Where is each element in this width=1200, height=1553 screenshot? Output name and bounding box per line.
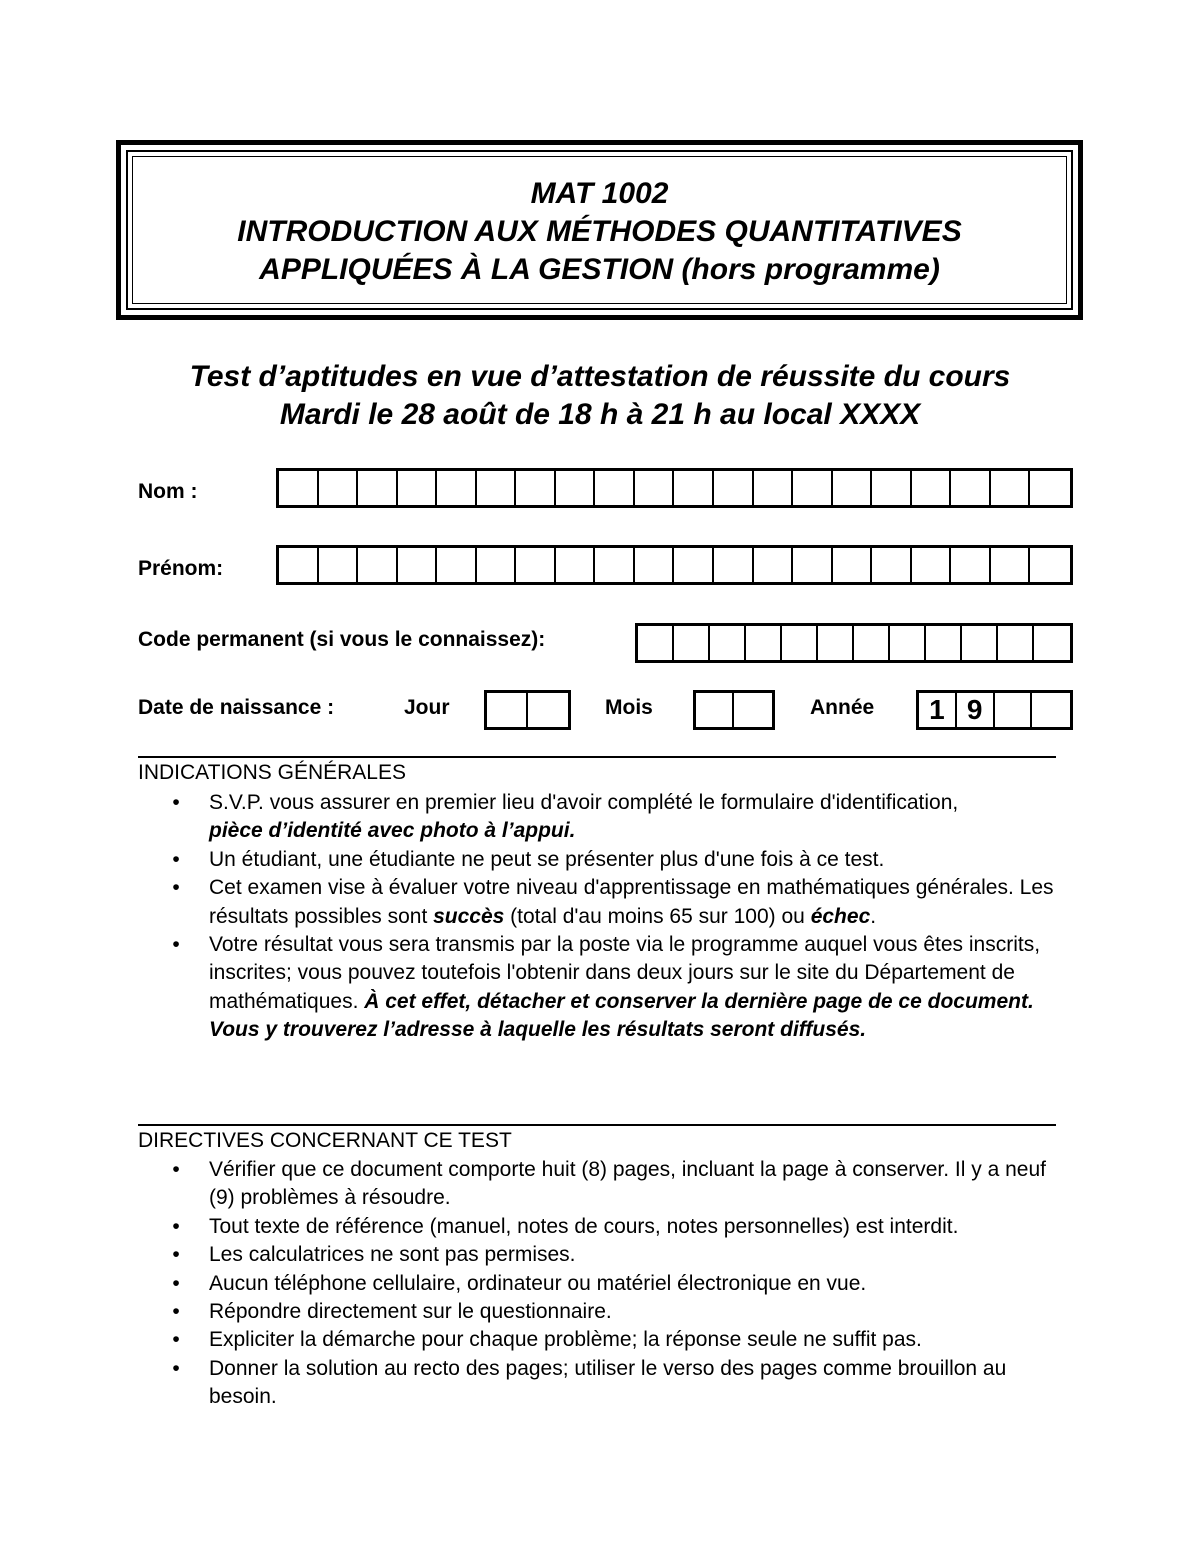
jour-label: Jour	[404, 696, 450, 719]
prenom-cell[interactable]	[319, 548, 359, 582]
bullet-icon: •	[172, 1356, 180, 1380]
prenom-cell[interactable]	[793, 548, 833, 582]
code-permanent-cell[interactable]	[1034, 626, 1070, 660]
nom-cell[interactable]	[319, 471, 359, 505]
bullet-icon: •	[172, 933, 180, 957]
title-box-content	[132, 156, 1067, 304]
code-permanent-cell[interactable]	[710, 626, 746, 660]
directive-6-text: Expliciter la démarche pour chaque problème; la réponse seule ne suffit pas.	[209, 1328, 922, 1352]
bullet-icon: •	[172, 1158, 180, 1181]
indications-heading: INDICATIONS GÉNÉRALES	[138, 761, 406, 784]
nom-label: Nom :	[138, 480, 198, 503]
jour-cell[interactable]	[528, 693, 569, 727]
list-item	[170, 1156, 1049, 1213]
code-permanent-cell[interactable]	[854, 626, 890, 660]
directives-heading: DIRECTIVES CONCERNANT CE TEST	[138, 1129, 512, 1152]
bullet-icon: •	[172, 1214, 180, 1238]
nom-cell[interactable]	[595, 471, 635, 505]
indication-3-succes: succès	[433, 904, 505, 928]
nom-cell[interactable]	[951, 471, 991, 505]
prenom-input-boxes[interactable]	[276, 545, 1073, 585]
code-permanent-cell[interactable]	[782, 626, 818, 660]
bullet-icon: •	[172, 847, 180, 871]
code-permanent-cell[interactable]	[998, 626, 1034, 660]
code-permanent-cell[interactable]	[638, 626, 674, 660]
prenom-cell[interactable]	[516, 548, 556, 582]
directive-5-text: Répondre directement sur le questionnaire.	[209, 1300, 612, 1324]
course-code: MAT 1002	[530, 177, 669, 210]
nom-cell[interactable]	[674, 471, 714, 505]
list-item	[170, 846, 1070, 874]
list-item	[170, 789, 1070, 846]
nom-cell[interactable]	[358, 471, 398, 505]
mois-cell[interactable]	[696, 693, 734, 727]
indication-3-text-c: .	[870, 904, 877, 928]
course-title-line-1: INTRODUCTION AUX MÉTHODES QUANTITATIVES	[237, 215, 962, 248]
annee-label: Année	[810, 696, 875, 719]
bullet-icon: •	[172, 1271, 180, 1295]
bullet-icon: •	[172, 876, 180, 900]
prenom-cell[interactable]	[635, 548, 675, 582]
nom-cell[interactable]	[754, 471, 794, 505]
list-item	[170, 1326, 1050, 1354]
prenom-cell[interactable]	[754, 548, 794, 582]
code-permanent-input-boxes[interactable]	[635, 623, 1073, 663]
directive-2-text: Tout texte de référence (manuel, notes de cours, notes personnelles) est interdit.	[209, 1214, 959, 1238]
prenom-cell[interactable]	[1030, 548, 1070, 582]
nom-cell[interactable]	[793, 471, 833, 505]
nom-cell[interactable]	[912, 471, 952, 505]
mois-input-boxes[interactable]	[693, 690, 775, 730]
indication-1-text: S.V.P. vous assurer en premier lieu d'avoir complété le formulaire d'identification,	[209, 791, 959, 814]
nom-cell[interactable]	[477, 471, 517, 505]
title-box-inner-border	[126, 150, 1073, 310]
prenom-cell[interactable]	[595, 548, 635, 582]
nom-input-boxes[interactable]	[276, 468, 1073, 508]
prenom-cell[interactable]	[556, 548, 596, 582]
annee-digit-3[interactable]	[995, 693, 1033, 727]
directive-7-text: Donner la solution au recto des pages; utiliser le verso des pages comme brouillon au besoin.	[209, 1356, 1007, 1409]
list-item	[170, 1298, 1050, 1326]
list-item	[170, 874, 1069, 931]
nom-cell[interactable]	[714, 471, 754, 505]
indication-2-text: Un étudiant, une étudiante ne peut se présenter plus d'une fois à ce test.	[209, 847, 885, 871]
list-item	[170, 1270, 1050, 1298]
nom-cell[interactable]	[872, 471, 912, 505]
indication-4-text: Votre résultat vous sera transmis par la poste via le programme auquel vous êtes inscrits, inscrites; vous pouvez toutefois l'obtenir dans deux jours sur le site du Département de mathématiques.	[209, 933, 1041, 1013]
prenom-cell[interactable]	[398, 548, 438, 582]
bullet-icon: •	[172, 1300, 180, 1324]
prenom-cell[interactable]	[437, 548, 477, 582]
nom-cell[interactable]	[279, 471, 319, 505]
bullet-icon: •	[172, 1328, 180, 1352]
course-title-box	[116, 140, 1083, 320]
jour-input-boxes[interactable]	[484, 690, 571, 730]
indication-3-echec: échec	[810, 904, 871, 928]
list-item	[170, 1241, 1050, 1269]
mois-cell[interactable]	[734, 693, 772, 727]
directive-3-text: Les calculatrices ne sont pas permises.	[209, 1243, 576, 1267]
jour-cell[interactable]	[487, 693, 528, 727]
test-title: Test d’aptitudes en vue d’attestation de réussite du cours	[189, 360, 1011, 393]
indications-list	[170, 789, 1070, 1045]
nom-cell[interactable]	[833, 471, 873, 505]
nom-cell[interactable]	[635, 471, 675, 505]
nom-cell[interactable]	[1030, 471, 1070, 505]
code-permanent-cell[interactable]	[674, 626, 710, 660]
prenom-label: Prénom:	[138, 557, 224, 580]
prenom-cell[interactable]	[714, 548, 754, 582]
nom-cell[interactable]	[437, 471, 477, 505]
annee-digit-4[interactable]	[1032, 693, 1070, 727]
indication-1-emphasis: pièce d’identité avec photo à l’appui.	[209, 819, 576, 843]
nom-cell[interactable]	[991, 471, 1031, 505]
code-permanent-cell[interactable]	[890, 626, 926, 660]
list-item	[170, 1213, 1050, 1241]
annee-digit-2: 9	[957, 693, 995, 727]
nom-cell[interactable]	[398, 471, 438, 505]
prenom-cell[interactable]	[358, 548, 398, 582]
prenom-cell[interactable]	[279, 548, 319, 582]
directives-list	[170, 1156, 1050, 1412]
directive-4-text: Aucun téléphone cellulaire, ordinateur ou matériel électronique en vue.	[209, 1271, 867, 1295]
prenom-cell[interactable]	[833, 548, 873, 582]
indication-3-text-a: Cet examen vise à évaluer votre niveau d'apprentissage en mathématiques générales. Les résultats possibles sont	[209, 876, 1054, 928]
code-permanent-cell[interactable]	[746, 626, 782, 660]
mois-label: Mois	[605, 696, 653, 719]
course-title-line-2: APPLIQUÉES À LA GESTION (hors programme)	[259, 253, 940, 286]
nom-cell[interactable]	[516, 471, 556, 505]
nom-cell[interactable]	[556, 471, 596, 505]
indication-3-text-b: (total d'au moins 65 sur 100) ou	[504, 904, 811, 928]
section-divider-1	[138, 756, 1056, 758]
indication-4-emphasis: À cet effet, détacher et conserver la dernière page de ce document. Vous y trouverez l’adresse à laquelle les résultats seront diffusés.	[209, 989, 1034, 1042]
section-divider-2	[138, 1124, 1056, 1126]
code-permanent-cell[interactable]	[818, 626, 854, 660]
prenom-cell[interactable]	[872, 548, 912, 582]
annee-input-boxes[interactable]	[916, 690, 1073, 730]
prenom-cell[interactable]	[991, 548, 1031, 582]
annee-digit-1: 1	[919, 693, 957, 727]
prenom-cell[interactable]	[912, 548, 952, 582]
bullet-icon: •	[172, 1243, 180, 1267]
bullet-icon: •	[172, 791, 180, 814]
date-naissance-label: Date de naissance :	[138, 696, 335, 719]
code-permanent-label: Code permanent (si vous le connaissez):	[138, 628, 546, 651]
prenom-cell[interactable]	[674, 548, 714, 582]
code-permanent-cell[interactable]	[962, 626, 998, 660]
directive-1-text: Vérifier que ce document comporte huit (8) pages, incluant la page à conserver. Il y a neuf (9) problèmes à résoudre.	[209, 1158, 1046, 1210]
code-permanent-cell[interactable]	[926, 626, 962, 660]
test-schedule: Mardi le 28 août de 18 h à 21 h au local XXXX	[279, 398, 921, 431]
prenom-cell[interactable]	[477, 548, 517, 582]
prenom-cell[interactable]	[951, 548, 991, 582]
list-item	[170, 1355, 1009, 1412]
list-item	[170, 931, 1069, 1045]
